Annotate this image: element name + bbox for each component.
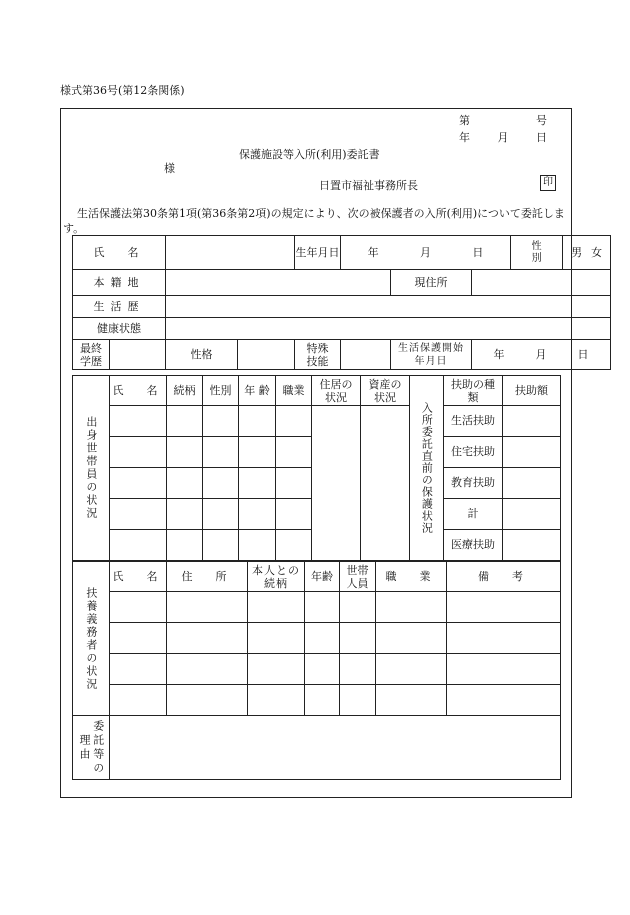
household-cell[interactable] — [239, 468, 276, 499]
supporter-cell[interactable] — [447, 685, 561, 716]
supporter-row[interactable] — [110, 623, 167, 654]
supporter-cell[interactable] — [376, 685, 447, 716]
household-cell[interactable] — [276, 499, 312, 530]
issuer-name: 日置市福祉事務所長 — [319, 179, 418, 192]
personality-label: 性格 — [166, 340, 238, 370]
supporter-cell[interactable] — [248, 685, 305, 716]
household-col-occupation: 職業 — [276, 376, 312, 406]
supporter-cell[interactable] — [376, 592, 447, 623]
supporter-cell[interactable] — [167, 685, 248, 716]
supporter-cell[interactable] — [248, 654, 305, 685]
reason-value[interactable] — [110, 716, 561, 780]
aid-amount-education[interactable] — [503, 468, 561, 499]
form-frame — [60, 108, 603, 798]
domicile-label: 本籍地 — [73, 270, 166, 296]
skills-label: 特殊技能 — [295, 340, 341, 370]
dob-year: 年 — [367, 245, 379, 259]
sex-female: 女 — [591, 245, 603, 259]
household-cell[interactable] — [203, 406, 239, 437]
aid-amount-medical[interactable] — [503, 530, 561, 561]
current-address-label: 現住所 — [391, 270, 472, 296]
doc-number — [459, 112, 547, 128]
supporters-col-relation: 本人との続柄 — [248, 562, 305, 592]
intro-text: 生活保護法第30条第1項(第36条第2項)の規定により、次の被保護者の入所(利用)について委託します。 — [63, 207, 565, 235]
housing-status-value[interactable] — [312, 406, 361, 561]
dob-label: 生年月日 — [295, 236, 341, 270]
supporters-col-age: 年齢 — [305, 562, 340, 592]
seal-stamp-icon: 印 — [540, 175, 556, 191]
protection-start-value[interactable] — [472, 340, 611, 370]
date-day: 日 — [536, 131, 547, 144]
household-cell[interactable] — [167, 499, 203, 530]
household-cell[interactable] — [167, 468, 203, 499]
household-cell[interactable] — [167, 530, 203, 561]
aid-type-living: 生活扶助 — [444, 406, 503, 437]
supporters-col-occupation: 職 業 — [376, 562, 447, 592]
aid-type-medical: 医療扶助 — [444, 530, 503, 561]
dob-value[interactable] — [341, 236, 511, 270]
household-col-name: 氏 名 — [110, 376, 167, 406]
supporter-cell[interactable] — [340, 623, 376, 654]
household-cell[interactable] — [203, 468, 239, 499]
household-row[interactable] — [110, 530, 167, 561]
household-row[interactable] — [110, 437, 167, 468]
domicile-value[interactable] — [166, 270, 391, 296]
aid-amount-header: 扶助額 — [503, 376, 561, 406]
household-cell[interactable] — [239, 437, 276, 468]
supporter-cell[interactable] — [447, 592, 561, 623]
start-month: 月 — [535, 347, 547, 361]
supporter-cell[interactable] — [167, 654, 248, 685]
supporter-cell[interactable] — [376, 654, 447, 685]
supporter-cell[interactable] — [376, 623, 447, 654]
supporter-cell[interactable] — [305, 623, 340, 654]
supporter-cell[interactable] — [447, 654, 561, 685]
aid-type-total: 計 — [444, 499, 503, 530]
education-value[interactable] — [110, 340, 166, 370]
household-cell[interactable] — [276, 437, 312, 468]
supporter-cell[interactable] — [305, 654, 340, 685]
reason-label: 委託等の理由 — [73, 716, 110, 780]
supporter-cell[interactable] — [305, 685, 340, 716]
household-cell[interactable] — [203, 499, 239, 530]
supporter-cell[interactable] — [167, 592, 248, 623]
household-table — [72, 375, 561, 561]
aid-amount-total[interactable] — [503, 499, 561, 530]
addressee-suffix: 様 — [164, 162, 175, 175]
form-id: 様式第36号(第12条関係) — [60, 84, 185, 97]
doc-date — [459, 129, 547, 145]
supporters-col-address: 住 所 — [167, 562, 248, 592]
aid-type-housing: 住宅扶助 — [444, 437, 503, 468]
sex-male: 男 — [571, 245, 583, 259]
health-value[interactable] — [166, 318, 611, 340]
date-year: 年 — [459, 131, 470, 144]
supporter-cell[interactable] — [167, 623, 248, 654]
number-prefix: 第 — [459, 114, 470, 127]
seal-mark — [540, 175, 556, 191]
name-value[interactable] — [166, 236, 295, 270]
supporter-cell[interactable] — [447, 623, 561, 654]
current-address-value[interactable] — [472, 270, 611, 296]
aid-amount-housing[interactable] — [503, 437, 561, 468]
supporter-cell[interactable] — [248, 592, 305, 623]
skills-value[interactable] — [341, 340, 391, 370]
household-row[interactable] — [110, 406, 167, 437]
date-month: 月 — [497, 131, 509, 144]
supporter-cell[interactable] — [340, 592, 376, 623]
supporter-row[interactable] — [110, 592, 167, 623]
assets-status-value[interactable] — [361, 406, 410, 561]
supporter-row[interactable] — [110, 654, 167, 685]
supporters-col-name: 氏 名 — [110, 562, 167, 592]
household-cell[interactable] — [239, 530, 276, 561]
supporter-cell[interactable] — [248, 623, 305, 654]
dob-month: 月 — [420, 245, 432, 259]
start-year: 年 — [493, 347, 505, 361]
supporter-cell[interactable] — [340, 685, 376, 716]
supporters-col-notes: 備 考 — [447, 562, 561, 592]
household-row[interactable] — [110, 499, 167, 530]
number-suffix: 号 — [536, 114, 547, 127]
household-cell[interactable] — [276, 468, 312, 499]
household-section-label: 出身世帯員の状況 — [73, 376, 110, 561]
household-cell[interactable] — [203, 530, 239, 561]
household-col-age: 年 齢 — [239, 376, 276, 406]
supporter-cell[interactable] — [340, 654, 376, 685]
aid-type-education: 教育扶助 — [444, 468, 503, 499]
household-col-assets: 資産の状況 — [361, 376, 410, 406]
household-cell[interactable] — [167, 406, 203, 437]
pre-status-label: 入所委託直前の保護状況 — [410, 376, 444, 561]
sex-value[interactable] — [563, 236, 611, 270]
life-history-value[interactable] — [166, 296, 611, 318]
household-cell[interactable] — [239, 406, 276, 437]
dob-day: 日 — [472, 245, 484, 259]
aid-type-header: 扶助の種類 — [444, 376, 503, 406]
household-col-relation: 続柄 — [167, 376, 203, 406]
name-label: 氏 名 — [73, 236, 166, 270]
household-cell[interactable] — [203, 437, 239, 468]
life-history-label: 生活歴 — [73, 296, 166, 318]
supporter-cell[interactable] — [305, 592, 340, 623]
supporters-table — [72, 561, 561, 780]
supporter-row[interactable] — [110, 685, 167, 716]
household-col-housing: 住居の状況 — [312, 376, 361, 406]
household-cell[interactable] — [167, 437, 203, 468]
household-cell[interactable] — [276, 406, 312, 437]
document-title: 保護施設等入所(利用)委託書 — [239, 148, 380, 161]
health-label: 健康状態 — [73, 318, 166, 340]
supporters-section-label: 扶養義務者の状況 — [73, 562, 110, 716]
main-table — [72, 235, 611, 370]
household-row[interactable] — [110, 468, 167, 499]
household-cell[interactable] — [239, 499, 276, 530]
household-col-sex: 性別 — [203, 376, 239, 406]
start-day: 日 — [577, 347, 589, 361]
sex-label: 性別 — [511, 236, 563, 270]
aid-amount-living[interactable] — [503, 406, 561, 437]
personality-value[interactable] — [238, 340, 295, 370]
protection-start-label: 生活保護開始年月日 — [391, 340, 472, 370]
supporters-col-household-size: 世帯人員 — [340, 562, 376, 592]
education-label: 最終学歴 — [73, 340, 110, 370]
household-cell[interactable] — [276, 530, 312, 561]
